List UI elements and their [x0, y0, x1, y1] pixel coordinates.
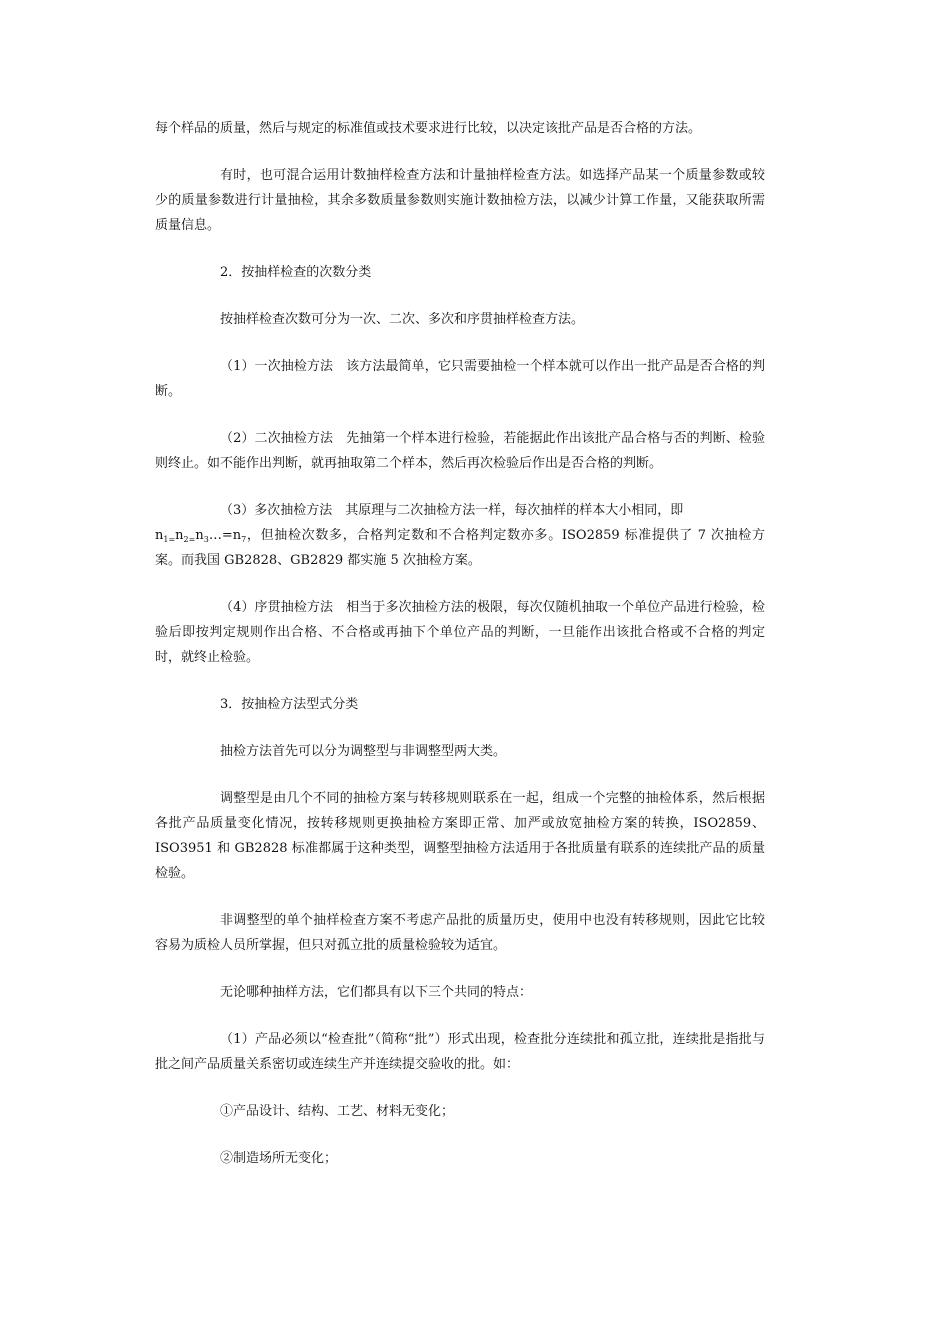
list-item: （1）产品必须以“检查批”（简称“批”）形式出现，检查批分连续批和孤立批，连续批是指批与批之间产品质量关系密切或连续生产并连续提交验收的批。如： [155, 1032, 765, 1072]
list-item: （4）序贯抽检方法 相当于多次抽检方法的极限，每次仅随机抽取一个单位产品进行检验，检验后即按判定规则作出合格、不合格或再抽下个单位产品的判断，一旦能作出该批合格或不合格的判定时，就终止检验。 [155, 600, 765, 665]
paragraph: 每个样品的质量，然后与规定的标准值或技术要求进行比较，以决定该批产品是否合格的方法。 [155, 121, 702, 136]
list-item: （2）二次抽检方法 先抽第一个样本进行检验，若能据此作出该批产品合格与否的判断、检验则终止。如不能作出判断，就再抽取第二个样本，然后再次检验后作出是否合格的判断。 [155, 431, 765, 471]
formula: $n_{1=}n_{2=}n_3\dots=n_7$ [155, 528, 247, 544]
paragraph: 调整型是由几个不同的抽检方案与转移规则联系在一起，组成一个完整的抽检体系，然后根据各批产品质量变化情况，按转移规则更换抽检方案即正常、加严或放宽抽检方案的转换，ISO2859、ISO3951 和 GB2828 标准都属于这种类型，调整型抽检方法适用于各批质量有联系的连续批产品的质量检验。 [155, 791, 765, 881]
list-item [155, 498, 765, 573]
document-body [155, 116, 765, 1193]
list-item: （1）一次抽检方法 该方法最简单，它只需要抽检一个样本就可以作出一批产品是否合格的判断。 [155, 359, 765, 399]
paragraph: 按抽样检查次数可分为一次、二次、多次和序贯抽样检查方法。 [220, 312, 585, 327]
item-text: （3）多次抽检方法 其原理与二次抽检方法一样，每次抽样的样本大小相同，即 [220, 503, 684, 518]
section-heading: 3．按抽检方法型式分类 [220, 697, 359, 712]
paragraph: 非调整型的单个抽样检查方案不考虑产品批的质量历史，使用中也没有转移规则，因此它比较容易为质检人员所掌握，但只对孤立批的质量检验较为适宜。 [155, 913, 765, 953]
list-item: ②制造场所无变化； [220, 1151, 338, 1166]
paragraph: 抽检方法首先可以分为调整型与非调整型两大类。 [220, 744, 507, 759]
section-heading: 2．按抽样检查的次数分类 [220, 265, 372, 280]
paragraph: 无论哪种抽样方法，它们都具有以下三个共同的特点： [220, 985, 533, 1000]
paragraph: 有时，也可混合运用计数抽样检查方法和计量抽样检查方法。如选择产品某一个质量参数或较少的质量参数进行计量抽检，其余多数质量参数则实施计数抽检方法，以减少计算工作量，又能获取所需质量信息。 [155, 168, 765, 233]
item-text: ，但抽检次数多，合格判定数和不合格判定数亦多。ISO2859 标准提供了 7 次抽检方案。而我国 GB2828、GB2829 都实施 5 次抽检方案。 [155, 528, 765, 568]
list-item: ①产品设计、结构、工艺、材料无变化； [220, 1104, 455, 1119]
